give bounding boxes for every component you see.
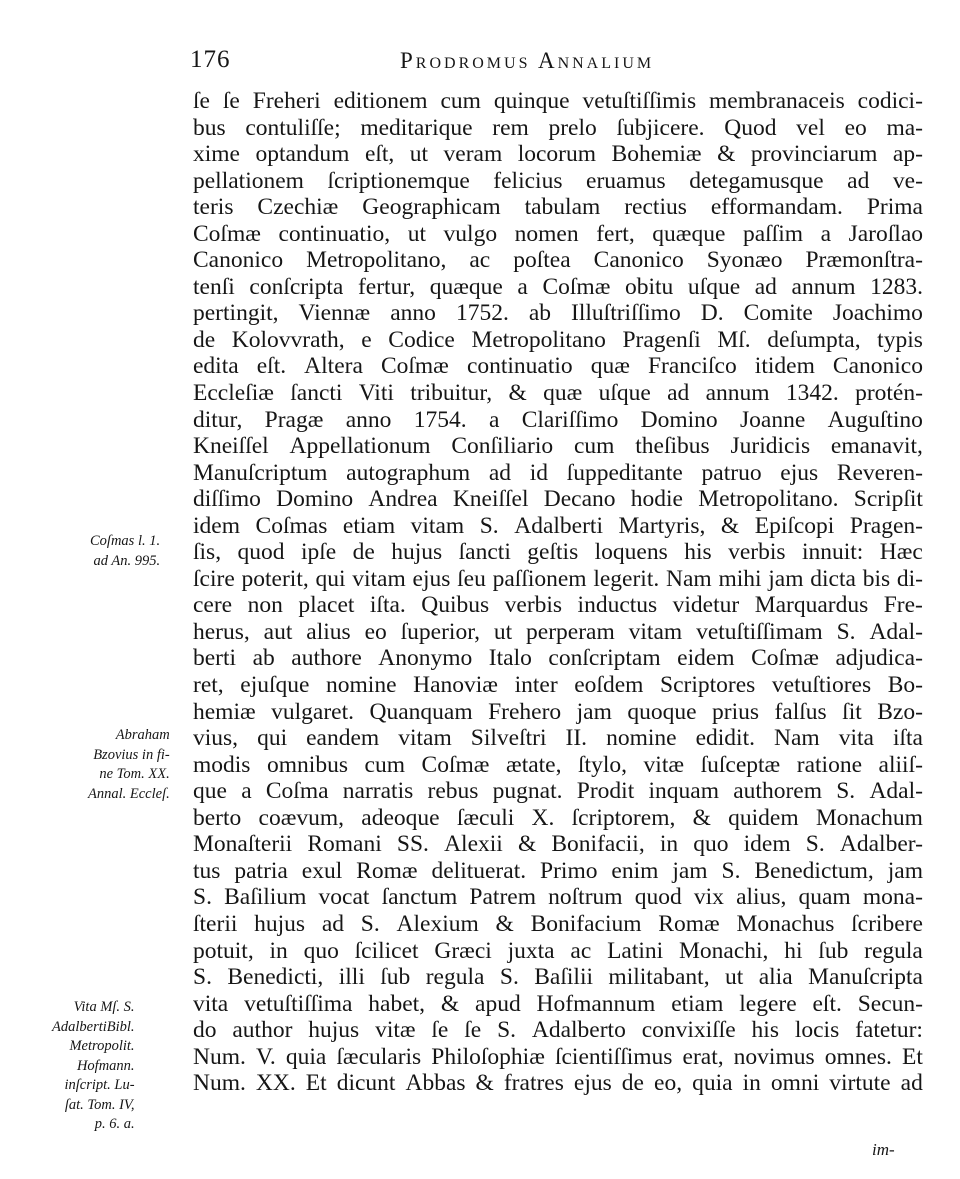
text-line: hemiæ vulgaret. Quanquam Frehero jam quoque prius falſus ſit Bzo- xyxy=(193,698,923,725)
margin-note-line: p. 6. a. xyxy=(94,1116,135,1132)
text-line: Num. XX. Et dicunt Abbas & fratres ejus de eo, quia in omni virtute ad xyxy=(193,1070,923,1097)
page-header xyxy=(0,46,960,80)
margin-note-line: Abraham xyxy=(115,727,170,743)
text-line: Monaſterii Romani SS. Alexii & Bonifacii, in quo idem S. Adalber- xyxy=(193,831,923,858)
text-line: tenſi conſcripta fertur, quæque a Coſmæ obitu uſque ad annum 1283. xyxy=(193,273,923,300)
text-line: S. Baſilium vocat ſanctum Patrem noſtrum quod vix alius, quam mona- xyxy=(193,884,923,911)
text-line: pertingit, Viennæ anno 1752. ab Illuſtriſſimo D. Comite Joachimo xyxy=(193,300,923,327)
text-line: ditur, Pragæ anno 1754. a Clariſſimo Domino Joanne Auguſtino xyxy=(193,406,923,433)
text-line: vius, qui eandem vitam Silveſtri II. nomine edidit. Nam vita iſta xyxy=(193,725,923,752)
margin-note-line: ne Tom. XX. xyxy=(99,766,170,782)
margin-note-line: Vita Mſ. S. xyxy=(73,999,135,1015)
text-line: vita vetuſtiſſima habet, & apud Hofmannum etiam legere eſt. Secun- xyxy=(193,990,923,1017)
text-line: do author hujus vitæ ſe ſe S. Adalberto convixiſſe his locis fatetur: xyxy=(193,1017,923,1044)
text-line: que a Coſma narratis rebus pugnat. Prodit inquam authorem S. Adal- xyxy=(193,778,923,805)
body-text xyxy=(193,88,923,1097)
text-line: idem Coſmas etiam vitam S. Adalberti Martyris, & Epiſcopi Pragen- xyxy=(193,512,923,539)
text-line: Manuſcriptum autographum ad id ſuppeditante patruo ejus Reveren- xyxy=(193,459,923,486)
margin-note-line: Annal. Eccleſ. xyxy=(88,785,170,802)
text-line: pellationem ſcriptionemque felicius eruamus detegamusque ad ve- xyxy=(193,167,923,194)
text-line: edita eſt. Altera Coſmæ continuatio quæ Franciſco itidem Canonico xyxy=(193,353,923,380)
catchword: im- xyxy=(872,1140,895,1159)
text-line: herus, aut alius eo ſuperior, ut perperam vitam vetuſtiſſimam S. Adal- xyxy=(193,618,923,645)
text-line: potuit, in quo ſcilicet Græci juxta ac Latini Monachi, hi ſub regula xyxy=(193,937,923,964)
text-line: ſe ſe Freheri editionem cum quinque vetuſtiſſimis membranaceis codici- xyxy=(193,88,923,114)
margin-note-line: Metropolit. xyxy=(69,1038,135,1054)
running-title: Prodromus Annalium xyxy=(400,48,655,73)
text-line: Kneiſſel Appellationum Conſiliario cum theſibus Juridicis emanavit, xyxy=(193,433,923,460)
text-line: diſſimo Domino Andrea Kneiſſel Decano hodie Metropolitano. Scripſit xyxy=(193,486,923,513)
text-line: berto coævum, adeoque ſæculi X. ſcriptorem, & quidem Monachum xyxy=(193,804,923,831)
margin-note-line: inſcript. Lu- xyxy=(64,1077,135,1093)
margin-note-bzovius xyxy=(88,726,170,804)
text-line: ſcire poterit, qui vitam ejus ſeu paſſionem legerit. Nam mihi jam dicta bis di- xyxy=(193,565,923,592)
text-line: berti ab authore Anonymo Italo conſcriptam eidem Coſmæ adjudica- xyxy=(193,645,923,672)
text-line: modis omnibus cum Coſmæ ætate, ſtylo, vitæ ſuſceptæ ratione aliiſ- xyxy=(193,751,923,778)
text-line: ſterii hujus ad S. Alexium & Bonifacium Romæ Monachus ſcribere xyxy=(193,910,923,937)
margin-note-line: Coſmas l. 1. xyxy=(90,533,161,549)
text-line: Canonico Metropolitano, ac poſtea Canonico Syonæo Præmonſtra- xyxy=(193,247,923,274)
margin-note-cosmas xyxy=(90,532,160,571)
text-line: ret, ejuſque nomine Hanoviæ inter eoſdem Scriptores vetuſtiores Bo- xyxy=(193,672,923,699)
margin-note-line: ſat. Tom. IV, xyxy=(64,1096,135,1113)
text-line: tus patria exul Romæ delituerat. Primo enim jam S. Benedictum, jam xyxy=(193,857,923,884)
margin-note-line: Hofmann. xyxy=(76,1057,135,1074)
margin-note-line: AdalbertiBibl. xyxy=(52,1018,135,1035)
text-line: cere non placet iſta. Quibus verbis inductus videtur Marquardus Fre- xyxy=(193,592,923,619)
text-line: Num. V. quia ſæcularis Philoſophiæ ſcientiſſimus erat, novimus omnes. Et xyxy=(193,1043,923,1070)
text-line: de Kolovvrath, e Codice Metropolitano Pragenſi Mſ. deſumpta, typis xyxy=(193,326,923,353)
margin-note-line: ad An. 995. xyxy=(93,552,161,569)
text-line: xime optandum eſt, ut veram locorum Bohemiæ & provinciarum ap- xyxy=(193,141,923,168)
margin-note-line: Bzovius in fi- xyxy=(93,746,170,763)
text-line: Eccleſiæ ſancti Viti tribuitur, & quæ uſque ad annum 1342. protén- xyxy=(193,380,923,407)
text-line: ſis, quod ipſe de hujus ſancti geſtis loquens his verbis innuit: Hæc xyxy=(193,539,923,566)
text-line: S. Benedicti, illi ſub regula S. Baſilii militabant, ut alia Manuſcripta xyxy=(193,964,923,991)
text-line: teris Czechiæ Geographicam tabulam rectius efformandam. Prima xyxy=(193,194,923,221)
margin-note-vita xyxy=(52,998,135,1135)
text-line: Coſmæ continuatio, ut vulgo nomen fert, quæque paſſim a Jaroſlao xyxy=(193,220,923,247)
text-line: bus contuliſſe; meditarique rem prelo ſubjicere. Quod vel eo ma- xyxy=(193,114,923,141)
page-number: 176 xyxy=(190,46,231,73)
